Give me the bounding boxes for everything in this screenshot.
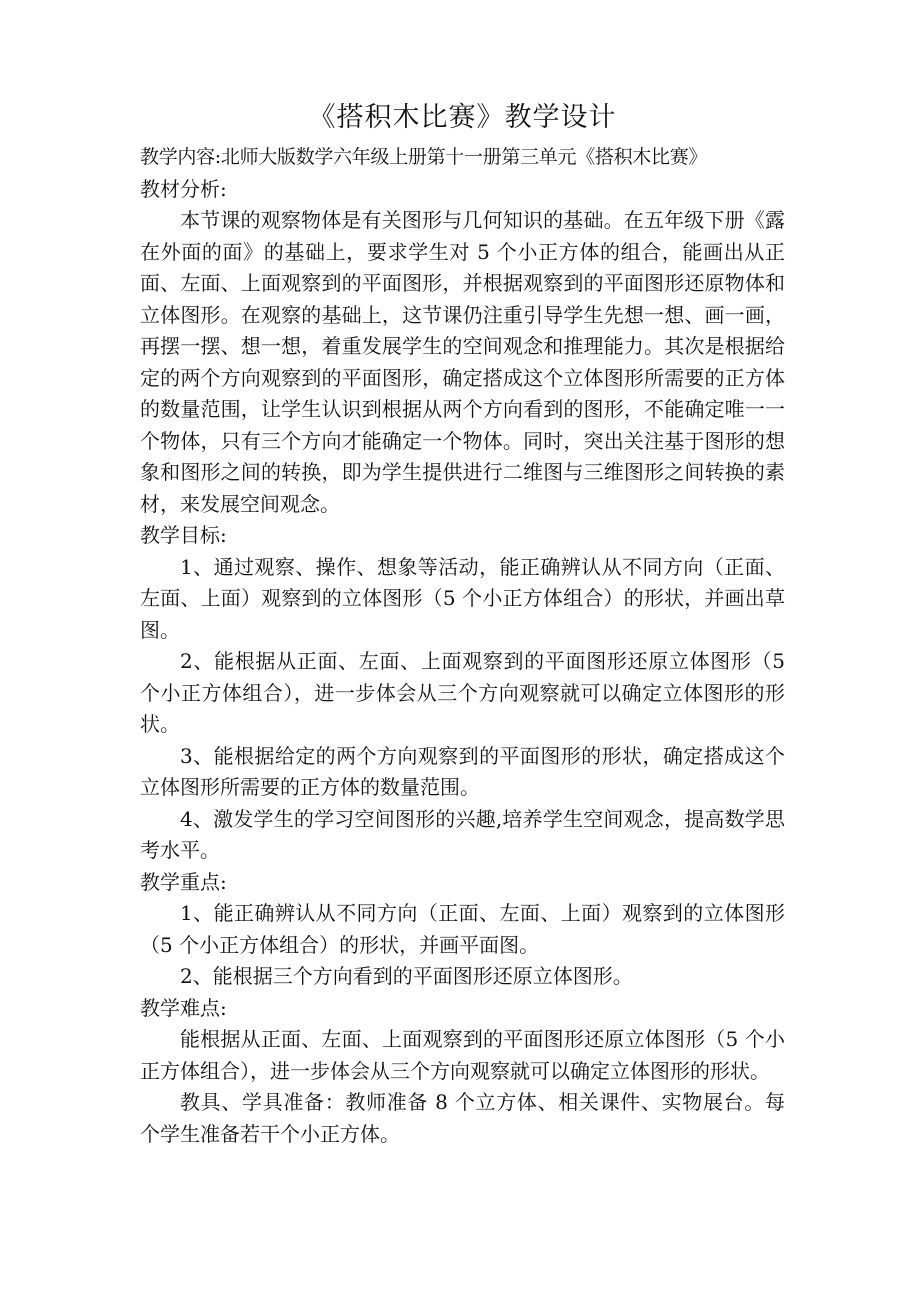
goal-item-2: 2、能根据从正面、左面、上面观察到的平面图形还原立体图形（5 个小正方体组合），进一步体会从三个方向观察就可以确定立体图形的形状。	[140, 649, 785, 736]
goal-item-3: 3、能根据给定的两个方向观察到的平面图形的形状，确定搭成这个立体图形所需要的正方体的数量范围。	[140, 743, 785, 799]
analysis-paragraph: 本节课的观察物体是有关图形与几何知识的基础。在五年级下册《露在外面的面》的基础上，要求学生对 5 个小正方体的组合，能画出从正面、左面、上面观察到的平面图形，并根据观察到的平面图形还原物体和立体图形。在观察的基础上，这节课仍注重引导学生先想一想、画一画，再摆一摆、想一想，着重发展学生的空间观念和推理能力。其次是根据给定的两个方向观察到的平面图形，确定搭成这个立体图形所需要的正方体的数量范围，让学生认识到根据从两个方向看到的图形，不能确定唯一一个物体，只有三个方向才能确定一个物体。同时，突出关注基于图形的想象和图形之间的转换，即为学生提供进行二维图与三维图形之间转换的素材，来发展空间观念。	[140, 208, 785, 516]
document-page	[140, 100, 785, 1150]
goals-heading: 教学目标:	[140, 523, 227, 547]
key-point-item-1: 1、能正确辨认从不同方向（正面、左面、上面）观察到的立体图形（5 个小正方体组合）的形状，并画平面图。	[140, 901, 785, 957]
analysis-heading: 教材分析:	[140, 176, 227, 201]
goal-item-4: 4、激发学生的学习空间图形的兴趣,培养学生空间观念，提高数学思考水平。	[140, 806, 785, 862]
materials-paragraph: 教具、学具准备：教师准备 8 个立方体、相关课件、实物展台。每个学生准备若干个小正方体。	[140, 1090, 785, 1146]
content-line: 教学内容:北师大版数学六年级上册第十一册第三单元《搭积木比赛》	[140, 146, 708, 168]
difficulty-heading: 教学难点:	[140, 995, 227, 1020]
difficulty-paragraph: 能根据从正面、左面、上面观察到的平面图形还原立体图形（5 个小正方体组合），进一步体会从三个方向观察就可以确定立体图形的形状。	[140, 1027, 785, 1083]
document-title: 《搭积木比赛》教学设计	[308, 102, 617, 133]
key-point-item-2: 2、能根据三个方向看到的平面图形还原立体图形。	[180, 964, 633, 988]
key-points-heading: 教学重点:	[140, 869, 227, 894]
goal-item-1: 1、通过观察、操作、想象等活动，能正确辨认从不同方向（正面、左面、上面）观察到的立体图形（5 个小正方体组合）的形状，并画出草图。	[140, 554, 785, 642]
